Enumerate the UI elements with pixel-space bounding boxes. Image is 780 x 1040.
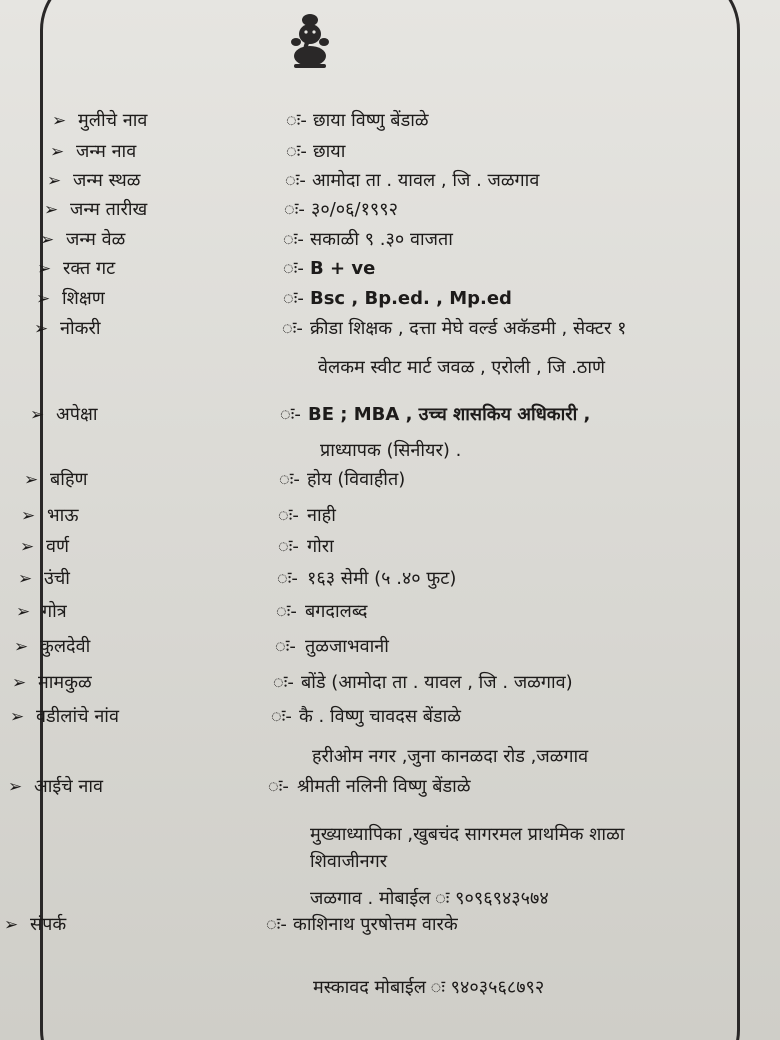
- field-label: [36, 288, 105, 310]
- arrow-bullet-icon: ➢: [52, 111, 67, 131]
- field-label-text: जन्म नाव: [76, 141, 137, 162]
- field-separator: ः-: [275, 636, 296, 657]
- field-label: [52, 110, 147, 132]
- field-label: [14, 636, 90, 658]
- field-label-text: वर्ण: [46, 536, 70, 557]
- arrow-bullet-icon: ➢: [44, 200, 59, 220]
- field-label: [50, 141, 136, 163]
- field-label: [24, 469, 88, 491]
- field-label: [40, 229, 125, 251]
- field-label-text: मामकुळ: [38, 672, 92, 693]
- arrow-bullet-icon: ➢: [10, 707, 25, 727]
- arrow-bullet-icon: ➢: [20, 537, 35, 557]
- field-value: B + ve: [310, 258, 376, 279]
- field-value: हरीओम नगर ,जुना कानळदा रोड ,जळगाव: [312, 746, 589, 767]
- field-label-text: अपेक्षा: [56, 404, 98, 425]
- field-value: मस्कावद मोबाईल ः ९४०३५६८७९२: [313, 977, 545, 998]
- ganesha-logo-icon: [286, 12, 334, 70]
- field-value: आमोदा ता . यावल , जि . जळगाव: [312, 170, 540, 191]
- field-value: मुख्याध्यापिका ,खुबचंद सागरमल प्राथमिक शाळा: [310, 824, 625, 845]
- field-value: BE ; MBA , उच्च शासकिय अधिकारी ,: [308, 404, 591, 425]
- field-separator: ः-: [283, 288, 304, 309]
- field-value: सकाळी ९ .३० वाजता: [310, 229, 453, 250]
- field-label-text: शिक्षण: [62, 288, 105, 309]
- field-value: प्राध्यापक (सिनीयर) .: [320, 440, 462, 461]
- field-label-text: जन्म तारीख: [70, 199, 148, 220]
- arrow-bullet-icon: ➢: [4, 915, 19, 935]
- field-label-text: मुलीचे नाव: [78, 110, 148, 131]
- field-separator: ः-: [286, 110, 307, 131]
- field-value: होय (विवाहीत): [307, 469, 406, 490]
- field-value: बोंडे (आमोदा ता . यावल , जि . जळगाव): [301, 672, 573, 693]
- field-label: [16, 601, 67, 623]
- field-label: [4, 914, 66, 936]
- arrow-bullet-icon: ➢: [50, 142, 65, 162]
- arrow-bullet-icon: ➢: [34, 319, 49, 339]
- arrow-bullet-icon: ➢: [14, 637, 29, 657]
- field-separator: ः-: [284, 199, 305, 220]
- arrow-bullet-icon: ➢: [36, 289, 51, 309]
- arrow-bullet-icon: ➢: [18, 569, 33, 589]
- field-label-text: गोत्र: [42, 601, 67, 622]
- arrow-bullet-icon: ➢: [8, 777, 23, 797]
- arrow-bullet-icon: ➢: [47, 171, 62, 191]
- field-value: जळगाव . मोबाईल ः ९०९६९४३५७४: [310, 888, 549, 909]
- arrow-bullet-icon: ➢: [24, 470, 39, 490]
- field-label: [20, 536, 69, 558]
- field-value: नाही: [307, 505, 336, 526]
- field-value: कै . विष्णु चावदस बेंडाळे: [299, 706, 461, 727]
- field-label-text: जन्म वेळ: [66, 229, 126, 250]
- field-label: [47, 170, 140, 192]
- field-separator: ः-: [286, 141, 307, 162]
- field-separator: ः-: [276, 601, 297, 622]
- field-separator: ः-: [273, 672, 294, 693]
- arrow-bullet-icon: ➢: [37, 259, 52, 279]
- field-separator: ः-: [266, 914, 287, 935]
- field-separator: ः-: [268, 776, 289, 797]
- field-label: [18, 568, 70, 590]
- field-label: [37, 258, 115, 280]
- field-separator: ः-: [278, 505, 299, 526]
- field-label-text: नोकरी: [60, 318, 101, 339]
- field-label: [8, 776, 103, 798]
- arrow-bullet-icon: ➢: [21, 506, 36, 526]
- field-value: १६३ सेमी (५ .४० फुट): [307, 568, 457, 589]
- field-value: तुळजाभवानी: [305, 636, 389, 657]
- field-separator: ः-: [285, 170, 306, 191]
- arrow-bullet-icon: ➢: [12, 673, 27, 693]
- field-label-text: वडीलांचे नांव: [36, 706, 119, 727]
- field-label-text: बहिण: [50, 469, 88, 490]
- field-separator: ः-: [283, 229, 304, 250]
- field-separator: ः-: [280, 404, 301, 425]
- field-separator: ः-: [283, 258, 304, 279]
- field-value: शिवाजीनगर: [310, 851, 388, 872]
- field-label: [30, 404, 98, 426]
- field-label-text: संपर्क: [30, 914, 67, 935]
- field-value: बगदालब्द: [305, 601, 368, 622]
- field-label: [10, 706, 119, 728]
- field-label: [21, 505, 78, 527]
- field-label-text: रक्त गट: [63, 258, 116, 279]
- field-label-text: कुलदेवी: [40, 636, 91, 657]
- field-label-text: भाऊ: [47, 505, 79, 526]
- field-value: Bsc , Bp.ed. , Mp.ed: [310, 288, 512, 309]
- field-label-text: जन्म स्थळ: [73, 170, 141, 191]
- field-value: छाया विष्णु बेंडाळे: [313, 110, 429, 131]
- field-separator: ः-: [279, 469, 300, 490]
- field-separator: ः-: [278, 536, 299, 557]
- field-label: [12, 672, 92, 694]
- field-value: श्रीमती नलिनी विष्णु बेंडाळे: [297, 776, 471, 797]
- field-separator: ः-: [277, 568, 298, 589]
- field-value: काशिनाथ पुरषोत्तम वारके: [293, 914, 458, 935]
- field-label: [34, 318, 101, 340]
- field-value: गोरा: [307, 536, 334, 557]
- arrow-bullet-icon: ➢: [40, 230, 55, 250]
- field-value: ३०/०६/१९९२: [311, 199, 399, 220]
- field-value: छाया: [313, 141, 346, 162]
- field-label: [44, 199, 147, 221]
- field-value: क्रीडा शिक्षक , दत्ता मेघे वर्ल्ड अकॅडमी , सेक्टर १: [310, 318, 627, 339]
- field-value: वेलकम स्वीट मार्ट जवळ , एरोली , जि .ठाणे: [318, 357, 606, 378]
- field-separator: ः-: [282, 318, 303, 339]
- field-label-text: आईचे नाव: [34, 776, 104, 797]
- arrow-bullet-icon: ➢: [30, 405, 45, 425]
- field-separator: ः-: [271, 706, 292, 727]
- arrow-bullet-icon: ➢: [16, 602, 31, 622]
- field-label-text: उंची: [44, 568, 70, 589]
- page-border: [40, 0, 740, 1040]
